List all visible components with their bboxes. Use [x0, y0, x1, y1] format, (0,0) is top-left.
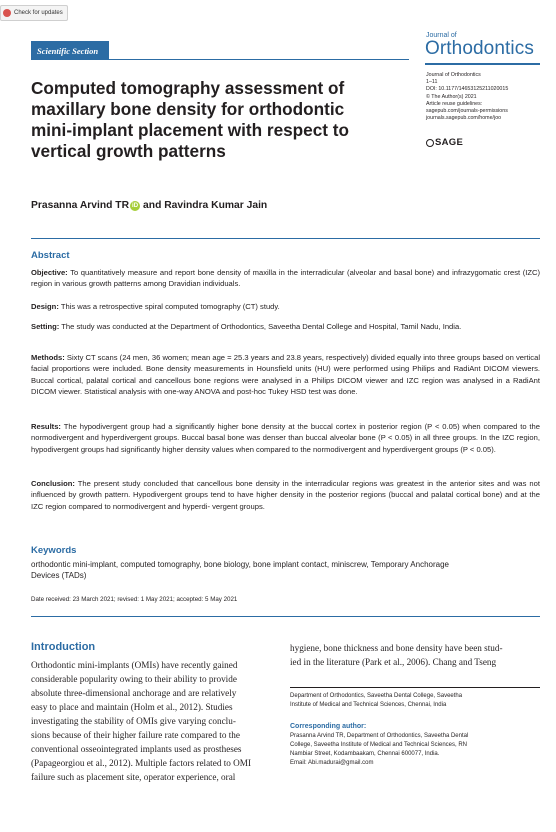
results-text: The hypodivergent group had a significantly higher bone density at the buccal cortex in posterior region (P [63, 422, 433, 431]
results-label: Results: [31, 422, 61, 431]
publisher-logo [426, 137, 463, 148]
setting-text: The study was conducted at the Department of Orthodontics, Saveetha Dental College and Hospital, Tamil [61, 322, 419, 331]
keywords-list [31, 559, 540, 582]
badge-label: Check for updates [14, 10, 63, 16]
correspondence-line: Prasanna Arvind TR, Department of Orthodontics, Saveetha Dental [290, 733, 469, 739]
conclusion-text: posterior regions (buccal and palatal cortical bone) and at the IZC region compared to normodivergent and hyperdi- [31, 490, 540, 511]
title-line: maxillary bone density for orthodontic [31, 99, 345, 119]
orcid-icon[interactable]: iD [132, 202, 139, 209]
setting-label: Setting: [31, 322, 60, 331]
author-rest: and Ravindra Kumar Jain [143, 200, 268, 211]
update-check-icon [3, 9, 11, 17]
abstract-conclusion [31, 478, 540, 512]
correspondence-line: Nambiar Street, Kodambaakam, Chennai 600077, India. [290, 751, 440, 757]
methods-text: three groups based on vertical facial proportions were included. Bone density measurements in Hounsfield units (HU) [31, 353, 540, 374]
abstract-rule-top [31, 238, 540, 239]
affiliation-line: Department of Orthodontics, Saveetha Dental College, Saveetha [290, 693, 463, 699]
article-metadata [426, 72, 508, 122]
check-for-updates-badge[interactable] [0, 5, 68, 21]
conclusion-text: The present study concluded that cancellous bone density in the interradicular regions was greatest in [77, 479, 434, 488]
abstract-rule-bottom [31, 616, 540, 617]
meta-copyright: © The Author(s) 2021 [426, 93, 477, 100]
article-dates: Date received: 23 March 2021; revised: 1 May 2021; accepted: 5 May 2021 [31, 596, 238, 603]
methods-text: Sixty CT scans (24 men, 36 women; mean age = 25.3 years and 23.8 years, respectively) divided equally into [66, 353, 436, 362]
sage-logo-icon [426, 139, 434, 147]
objective-text: and infrazygomatic crest (IZC) region in various growth patterns among Dravidian individuals. [31, 268, 540, 289]
intro-line: (Papageorgiou et al., 2012). Multiple factors related to OMI [31, 758, 252, 768]
introduction-left-column [31, 658, 279, 784]
masthead-rule [425, 63, 540, 65]
setting-text: Nadu, India. [420, 322, 462, 331]
publisher-name: SAGE [435, 137, 464, 148]
title-line: vertical growth patterns [31, 141, 226, 161]
meta-reuse: Article reuse guidelines: [426, 100, 483, 107]
methods-text: were performed using Philips and RadiAnt DICOM viewers. Buccal cortical, palatal cortical and cancellous bone regions [31, 364, 540, 385]
conclusion-text: the anterior sites and was not influenced by growth pattern. Hypodivergent groups tend to have higher density in the [31, 479, 540, 500]
intro-line: hygiene, bone thickness and bone density have been stud- [290, 643, 503, 653]
author-first: Prasanna Arvind TR [31, 200, 130, 211]
intro-line: Orthodontic mini-implants (OMIs) have recently gained [31, 660, 238, 670]
affiliation [290, 692, 540, 710]
correspondence-email[interactable]: Email: Abi.madurai@gmail.com [290, 760, 374, 766]
title-line: Computed tomography assessment of [31, 78, 345, 98]
design-text: This was a retrospective spiral computed tomography (CT) study. [60, 302, 280, 311]
intro-line: sions because of their higher failure rate compared to the [31, 730, 240, 740]
intro-line: conventional osseointegrated implants used as prostheses [31, 744, 242, 754]
intro-line: failure such as placement site, operator experience, oral [31, 772, 236, 782]
keywords-heading: Keywords [31, 545, 77, 556]
meta-doi[interactable]: DOI: 10.1177/14653125211020015 [426, 86, 509, 93]
introduction-heading: Introduction [31, 641, 96, 653]
abstract-setting [31, 321, 540, 332]
title-line: mini-implant placement with respect to [31, 120, 350, 140]
results-text: < 0.05) when compared to the normodivergent and hyperdivergent groups. Buccal basal bone was denser than buccal [31, 422, 540, 443]
journal-prefix: Journal of [426, 32, 457, 39]
methods-text: were analysed in a Philips DICOM viewer and IZC region was analysed in a RadiAnt DICOM viewer. Statistical analysis [31, 375, 540, 397]
correspondence-line: College, Saveetha Institute of Medical and Technical Sciences, RN [290, 742, 467, 748]
author-list [31, 200, 267, 211]
header-rule [109, 59, 409, 60]
meta-journal: Journal of Orthodontics [426, 72, 481, 78]
intro-line: considerable popularity owing to their ability to provide [31, 674, 237, 684]
methods-text: with one-way ANOVA and post-hoc Tukey HSD test was done. [148, 387, 358, 397]
abstract-objective [31, 267, 540, 290]
journal-name: Orthodontics [425, 38, 534, 59]
objective-text: To quantitatively measure and report bone density of maxilla in the interradicular (alveolar and basal bone) [70, 268, 435, 277]
methods-label: Methods: [31, 353, 65, 362]
results-text: alveolar bone (P < 0.05) in all three groups. In the IZC region, hypodivergent groups had significantly higher density [31, 433, 540, 454]
results-text: values when compared to the normodivergent and hyperdivergent groups (P < 0.05). [211, 444, 496, 454]
intro-line: investigating the stability of OMIs give varying conclu- [31, 716, 236, 726]
intro-line: ied in the literature (Park et al., 2006). Chang and Tseng [290, 657, 497, 667]
abstract-results [31, 421, 540, 455]
abstract-methods [31, 352, 540, 398]
design-label: Design: [31, 302, 59, 311]
meta-journal-link[interactable]: journals.sagepub.com/home/joo [426, 115, 502, 122]
meta-permissions-link[interactable]: sagepub.com/journals-permissions [426, 108, 508, 115]
conclusion-label: Conclusion: [31, 479, 75, 488]
intro-line: easy to place and maintain (Holm et al., 2012). Studies [31, 702, 233, 712]
corresponding-author-heading: Corresponding author: [290, 723, 367, 730]
meta-pages: 1–11 [426, 79, 438, 86]
objective-label: Objective: [31, 268, 68, 277]
introduction-right-column [290, 641, 540, 669]
section-tag: Scientific Section [31, 41, 109, 60]
intro-line: absolute three-dimensional anchorage and are relatively [31, 688, 237, 698]
corresponding-author [290, 732, 540, 768]
affiliation-line: Institute of Medical and Technical Sciences, Chennai, India [290, 702, 447, 708]
abstract-design [31, 301, 540, 312]
keywords-line: Devices (TADs) [31, 571, 87, 581]
article-title [31, 78, 401, 162]
conclusion-text: vergent groups. [212, 501, 265, 511]
keywords-line: orthodontic mini-implant, computed tomography, bone biology, bone implant contact, miniscrew, Temporary Anchorage [31, 560, 449, 569]
abstract-heading: Abstract [31, 250, 70, 261]
footnote-rule [290, 687, 540, 688]
